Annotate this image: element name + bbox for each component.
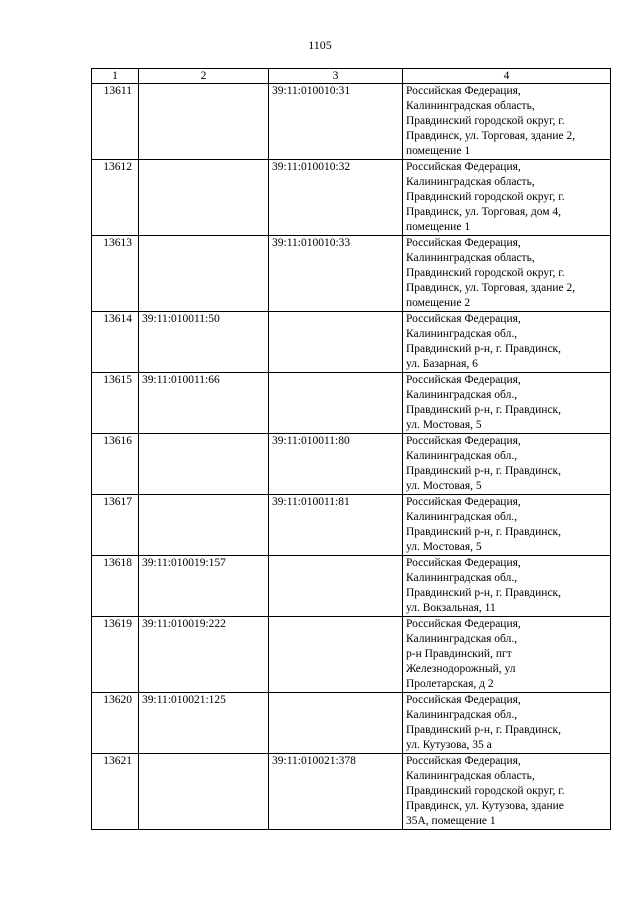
- address-line: ул. Мостовая, 5: [406, 419, 482, 431]
- address-line: Российская Федерация,: [406, 85, 521, 97]
- table-row: [92, 693, 611, 754]
- cadastral-number-cell: 39:11:010021:125: [139, 693, 269, 754]
- address-line: Правдинск, ул. Торговая, здание 2,: [406, 282, 576, 294]
- address-line: Калининградская обл.,: [406, 328, 518, 340]
- cadastral-number-cell: [139, 434, 269, 495]
- address-line: Российская Федерация,: [406, 435, 521, 447]
- address-line: Российская Федерация,: [406, 161, 521, 173]
- address-line: Калининградская обл.,: [406, 389, 518, 401]
- address-line: ул. Мостовая, 5: [406, 480, 482, 492]
- header-col-1: 1: [92, 69, 139, 84]
- premises-cadastral-number-cell: [269, 693, 403, 754]
- address-line: Калининградская область,: [406, 176, 535, 188]
- header-col-4: 4: [403, 69, 611, 84]
- table-row: [92, 312, 611, 373]
- address-line: Правдинский р-н, г. Правдинск,: [406, 587, 562, 599]
- row-number-cell: 13613: [92, 236, 139, 312]
- row-number-cell: 13612: [92, 160, 139, 236]
- address-line: ул. Базарная, 6: [406, 358, 478, 370]
- address-cell: [403, 434, 611, 495]
- row-number-cell: 13615: [92, 373, 139, 434]
- premises-cadastral-number-cell: 39:11:010010:33: [269, 236, 403, 312]
- cadastral-number-cell: [139, 495, 269, 556]
- table-row: [92, 617, 611, 693]
- address-line: Правдинский городской округ, г.: [406, 191, 565, 203]
- address-line: ул. Кутузова, 35 а: [406, 739, 492, 751]
- table-row: [92, 373, 611, 434]
- row-number-cell: 13617: [92, 495, 139, 556]
- cadastral-number-cell: 39:11:010019:222: [139, 617, 269, 693]
- address-line: помещение 1: [406, 145, 471, 157]
- registry-table: [91, 68, 611, 830]
- address-cell: [403, 495, 611, 556]
- premises-cadastral-number-cell: [269, 617, 403, 693]
- address-line: Калининградская область,: [406, 770, 535, 782]
- address-line: Калининградская обл.,: [406, 633, 518, 645]
- premises-cadastral-number-cell: 39:11:010021:378: [269, 754, 403, 830]
- table-row: [92, 434, 611, 495]
- address-cell: [403, 236, 611, 312]
- table-row: [92, 84, 611, 160]
- address-line: р-н Правдинский, пгт: [406, 648, 512, 660]
- cadastral-number-cell: [139, 754, 269, 830]
- address-line: Российская Федерация,: [406, 237, 521, 249]
- address-line: Правдинский р-н, г. Правдинск,: [406, 724, 562, 736]
- address-line: Железнодорожный, ул: [406, 663, 516, 675]
- address-cell: [403, 556, 611, 617]
- address-line: Правдинск, ул. Кутузова, здание: [406, 800, 564, 812]
- address-line: Российская Федерация,: [406, 618, 521, 630]
- premises-cadastral-number-cell: 39:11:010010:31: [269, 84, 403, 160]
- address-line: Правдинский р-н, г. Правдинск,: [406, 526, 562, 538]
- row-number-cell: 13618: [92, 556, 139, 617]
- row-number-cell: 13616: [92, 434, 139, 495]
- address-line: помещение 2: [406, 297, 471, 309]
- address-line: Калининградская область,: [406, 100, 535, 112]
- address-line: 35А, помещение 1: [406, 815, 496, 827]
- table-row: [92, 495, 611, 556]
- header-col-2: 2: [139, 69, 269, 84]
- address-cell: [403, 693, 611, 754]
- table-row: [92, 160, 611, 236]
- address-line: Российская Федерация,: [406, 496, 521, 508]
- cadastral-number-cell: 39:11:010019:157: [139, 556, 269, 617]
- address-cell: [403, 617, 611, 693]
- row-number-cell: 13620: [92, 693, 139, 754]
- address-cell: [403, 312, 611, 373]
- address-cell: [403, 84, 611, 160]
- address-line: Калининградская обл.,: [406, 450, 518, 462]
- address-line: Российская Федерация,: [406, 374, 521, 386]
- address-line: Калининградская обл.,: [406, 511, 518, 523]
- address-line: Правдинский городской округ, г.: [406, 115, 565, 127]
- address-cell: [403, 160, 611, 236]
- address-line: Калининградская обл.,: [406, 572, 518, 584]
- premises-cadastral-number-cell: 39:11:010011:81: [269, 495, 403, 556]
- cadastral-number-cell: [139, 84, 269, 160]
- address-cell: [403, 373, 611, 434]
- cadastral-number-cell: [139, 160, 269, 236]
- table-row: [92, 236, 611, 312]
- address-line: помещение 1: [406, 221, 471, 233]
- address-line: Правдинск, ул. Торговая, дом 4,: [406, 206, 562, 218]
- premises-cadastral-number-cell: 39:11:010011:80: [269, 434, 403, 495]
- address-line: Российская Федерация,: [406, 694, 521, 706]
- premises-cadastral-number-cell: [269, 312, 403, 373]
- premises-cadastral-number-cell: 39:11:010010:32: [269, 160, 403, 236]
- premises-cadastral-number-cell: [269, 556, 403, 617]
- address-line: Правдинск, ул. Торговая, здание 2,: [406, 130, 576, 142]
- header-row: [92, 69, 611, 84]
- table-row: [92, 754, 611, 830]
- cadastral-number-cell: [139, 236, 269, 312]
- address-line: Российская Федерация,: [406, 313, 521, 325]
- address-line: Правдинский р-н, г. Правдинск,: [406, 343, 562, 355]
- row-number-cell: 13611: [92, 84, 139, 160]
- address-line: ул. Вокзальная, 11: [406, 602, 496, 614]
- page-number: 1105: [308, 38, 332, 52]
- row-number-cell: 13614: [92, 312, 139, 373]
- address-cell: [403, 754, 611, 830]
- address-line: Калининградская обл.,: [406, 709, 518, 721]
- address-line: Правдинский городской округ, г.: [406, 785, 565, 797]
- header-col-3: 3: [269, 69, 403, 84]
- address-line: Правдинский р-н, г. Правдинск,: [406, 404, 562, 416]
- address-line: Калининградская область,: [406, 252, 535, 264]
- row-number-cell: 13619: [92, 617, 139, 693]
- cadastral-number-cell: 39:11:010011:66: [139, 373, 269, 434]
- address-line: Российская Федерация,: [406, 557, 521, 569]
- address-line: Правдинский р-н, г. Правдинск,: [406, 465, 562, 477]
- row-number-cell: 13621: [92, 754, 139, 830]
- table-row: [92, 556, 611, 617]
- cadastral-number-cell: 39:11:010011:50: [139, 312, 269, 373]
- address-line: Российская Федерация,: [406, 755, 521, 767]
- address-line: ул. Мостовая, 5: [406, 541, 482, 553]
- address-line: Пролетарская, д 2: [406, 678, 494, 690]
- premises-cadastral-number-cell: [269, 373, 403, 434]
- address-line: Правдинский городской округ, г.: [406, 267, 565, 279]
